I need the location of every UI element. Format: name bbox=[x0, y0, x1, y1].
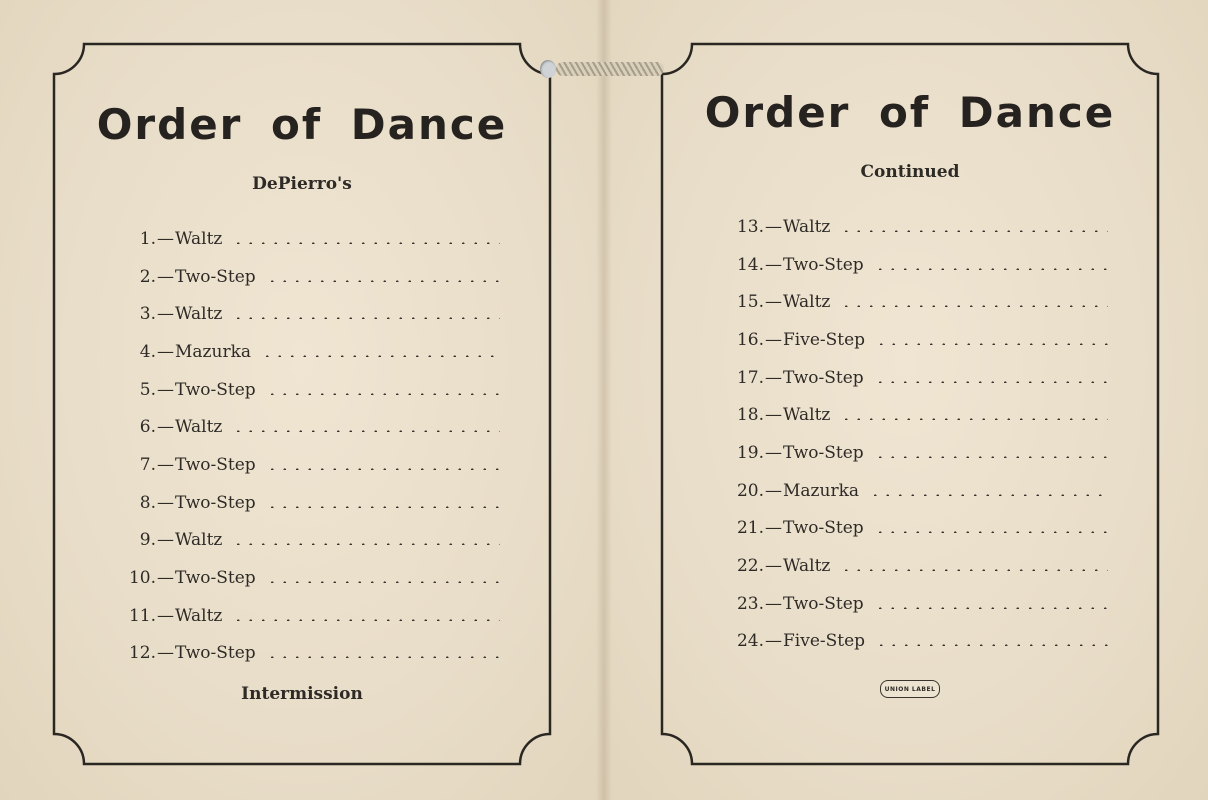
dance-name: Two-Step bbox=[175, 643, 256, 664]
dance-separator: — bbox=[157, 228, 174, 249]
dance-separator: — bbox=[157, 492, 174, 513]
list-item bbox=[708, 283, 1108, 321]
dance-name: Waltz bbox=[175, 530, 223, 551]
dance-separator: — bbox=[765, 329, 782, 350]
list-item bbox=[708, 585, 1108, 623]
binding-string bbox=[556, 62, 664, 76]
dance-number: 4. bbox=[139, 341, 156, 362]
dance-separator: — bbox=[157, 304, 174, 325]
list-item bbox=[100, 220, 500, 258]
dot-leader bbox=[869, 494, 1108, 496]
dot-leader bbox=[266, 656, 500, 658]
dance-number: 24. bbox=[736, 631, 764, 652]
dance-name: Two-Step bbox=[175, 568, 256, 589]
dot-leader bbox=[261, 355, 500, 357]
dot-leader bbox=[874, 268, 1108, 270]
dance-separator: — bbox=[765, 480, 782, 501]
dance-name: Five-Step bbox=[783, 329, 866, 350]
dance-separator: — bbox=[157, 341, 174, 362]
dot-leader bbox=[874, 381, 1108, 383]
union-label-stamp: UNION LABEL bbox=[880, 680, 940, 698]
dot-leader bbox=[840, 305, 1108, 307]
list-item bbox=[708, 547, 1108, 585]
dance-separator: — bbox=[157, 266, 174, 287]
dance-separator: — bbox=[157, 379, 174, 400]
list-item bbox=[100, 333, 500, 371]
dance-number: 13. bbox=[736, 216, 764, 237]
dance-name: Two-Step bbox=[175, 379, 256, 400]
dance-number: 6. bbox=[139, 417, 156, 438]
dance-name: Waltz bbox=[783, 216, 831, 237]
dance-name: Two-Step bbox=[783, 593, 864, 614]
list-item bbox=[708, 321, 1108, 359]
dance-name: Two-Step bbox=[175, 266, 256, 287]
dance-separator: — bbox=[157, 643, 174, 664]
left-dance-list bbox=[100, 220, 500, 672]
dance-number: 23. bbox=[736, 593, 764, 614]
dance-name: Waltz bbox=[175, 605, 223, 626]
dance-separator: — bbox=[765, 556, 782, 577]
dance-separator: — bbox=[765, 216, 782, 237]
dot-leader bbox=[874, 531, 1108, 533]
dance-number: 7. bbox=[139, 454, 156, 475]
dance-number: 12. bbox=[128, 643, 156, 664]
dance-name: Two-Step bbox=[783, 254, 864, 275]
list-item bbox=[708, 246, 1108, 284]
dot-leader bbox=[874, 456, 1108, 458]
list-item bbox=[100, 371, 500, 409]
list-item bbox=[100, 295, 500, 333]
dance-separator: — bbox=[765, 254, 782, 275]
dot-leader bbox=[840, 418, 1108, 420]
dot-leader bbox=[874, 607, 1108, 609]
list-item bbox=[708, 623, 1108, 661]
dance-number: 3. bbox=[139, 304, 156, 325]
list-item bbox=[100, 484, 500, 522]
list-item bbox=[708, 472, 1108, 510]
dot-leader bbox=[840, 230, 1108, 232]
dance-name: Waltz bbox=[175, 417, 223, 438]
intermission-label: Intermission bbox=[241, 684, 363, 704]
dot-leader bbox=[875, 343, 1108, 345]
dance-number: 15. bbox=[736, 292, 764, 313]
binding-hole bbox=[540, 60, 556, 78]
list-item bbox=[100, 597, 500, 635]
dot-leader bbox=[232, 317, 500, 319]
dance-name: Two-Step bbox=[175, 492, 256, 513]
dance-separator: — bbox=[765, 292, 782, 313]
dot-leader bbox=[266, 581, 500, 583]
dot-leader bbox=[232, 543, 500, 545]
dot-leader bbox=[232, 242, 500, 244]
list-item bbox=[100, 559, 500, 597]
dance-number: 17. bbox=[736, 367, 764, 388]
dance-number: 9. bbox=[139, 530, 156, 551]
list-item bbox=[100, 446, 500, 484]
dot-leader bbox=[840, 569, 1108, 571]
dance-name: Waltz bbox=[175, 228, 223, 249]
dance-number: 1. bbox=[139, 228, 156, 249]
dance-number: 16. bbox=[736, 329, 764, 350]
dance-name: Waltz bbox=[783, 556, 831, 577]
dance-separator: — bbox=[157, 568, 174, 589]
left-page-title: Order of Dance bbox=[96, 100, 508, 149]
list-item bbox=[100, 258, 500, 296]
dance-separator: — bbox=[765, 405, 782, 426]
dance-name: Two-Step bbox=[175, 454, 256, 475]
dance-number: 20. bbox=[736, 480, 764, 501]
right-page-subtitle: Continued bbox=[860, 162, 960, 182]
dance-name: Two-Step bbox=[783, 367, 864, 388]
dance-number: 14. bbox=[736, 254, 764, 275]
dot-leader bbox=[266, 468, 500, 470]
dot-leader bbox=[232, 430, 500, 432]
dance-separator: — bbox=[765, 631, 782, 652]
dance-number: 2. bbox=[139, 266, 156, 287]
dance-name: Waltz bbox=[783, 405, 831, 426]
dance-number: 18. bbox=[736, 405, 764, 426]
dance-separator: — bbox=[765, 593, 782, 614]
dance-separator: — bbox=[765, 518, 782, 539]
dance-name: Mazurka bbox=[783, 480, 860, 501]
dance-name: Two-Step bbox=[783, 518, 864, 539]
dot-leader bbox=[232, 619, 500, 621]
list-item bbox=[708, 208, 1108, 246]
dance-name: Two-Step bbox=[783, 442, 864, 463]
dance-number: 11. bbox=[128, 605, 156, 626]
dance-number: 19. bbox=[736, 442, 764, 463]
dance-name: Five-Step bbox=[783, 631, 866, 652]
dance-separator: — bbox=[157, 530, 174, 551]
list-item bbox=[708, 434, 1108, 472]
dot-leader bbox=[266, 280, 500, 282]
left-page-subtitle: DePierro's bbox=[252, 174, 352, 194]
right-dance-list bbox=[708, 208, 1108, 660]
list-item bbox=[100, 635, 500, 673]
dance-separator: — bbox=[765, 442, 782, 463]
dance-name: Mazurka bbox=[175, 341, 252, 362]
dance-separator: — bbox=[765, 367, 782, 388]
dance-number: 21. bbox=[736, 518, 764, 539]
dance-number: 10. bbox=[128, 568, 156, 589]
dance-separator: — bbox=[157, 454, 174, 475]
center-fold bbox=[596, 0, 612, 800]
dot-leader bbox=[266, 506, 500, 508]
dance-number: 22. bbox=[736, 556, 764, 577]
dot-leader bbox=[875, 644, 1108, 646]
list-item bbox=[100, 408, 500, 446]
dance-name: Waltz bbox=[783, 292, 831, 313]
right-page-title: Order of Dance bbox=[704, 88, 1116, 137]
dance-number: 8. bbox=[139, 492, 156, 513]
list-item bbox=[100, 522, 500, 560]
list-item bbox=[708, 359, 1108, 397]
list-item bbox=[708, 510, 1108, 548]
dance-separator: — bbox=[157, 605, 174, 626]
dance-number: 5. bbox=[139, 379, 156, 400]
list-item bbox=[708, 396, 1108, 434]
dance-separator: — bbox=[157, 417, 174, 438]
dot-leader bbox=[266, 393, 500, 395]
dance-name: Waltz bbox=[175, 304, 223, 325]
